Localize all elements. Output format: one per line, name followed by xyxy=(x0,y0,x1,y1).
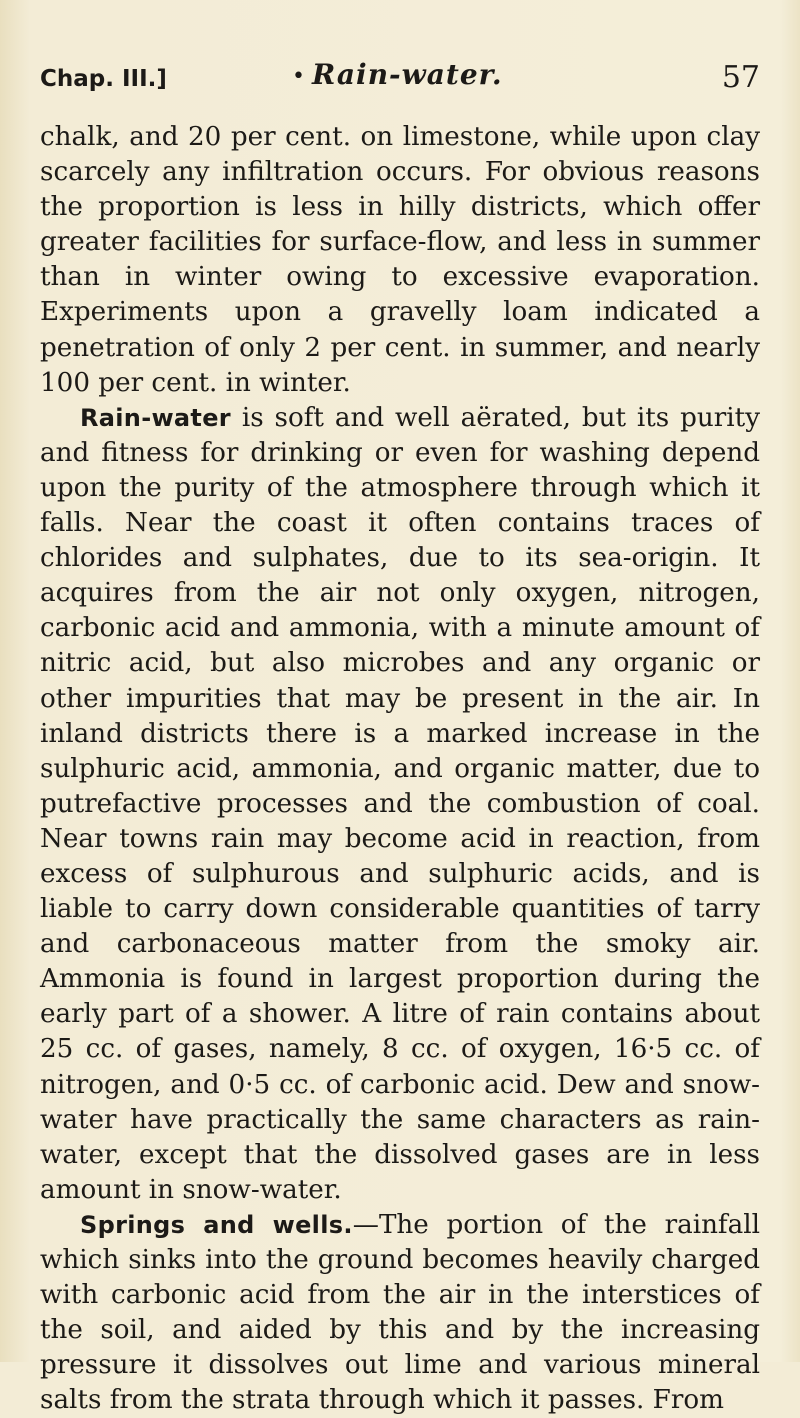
paragraph-continuation xyxy=(40,120,760,401)
paragraph-springs-and-wells xyxy=(40,1208,760,1418)
chapter-label: Chap. III.] xyxy=(40,66,167,92)
paragraph-text: chalk, and 20 per cent. on limestone, while upon clay scarcely any infiltration occurs. For obvious reasons the proportion is less in hilly districts, which offer greater facilities for surface-flow, and less in summer than in winter owing to excessive evaporation. Experiments upon a gravelly loam indicated a penetration of only 2 per cent. in summer, and nearly 100 per cent. in winter. xyxy=(40,122,760,398)
header-bullet: • xyxy=(292,64,305,89)
paragraph-rain-water xyxy=(40,401,760,1208)
running-title: Rain-water. xyxy=(312,58,503,91)
paragraph-text: is soft and well aërated, but its purity and fitness for drinking or even for washing depend upon the purity of the atmosphere through which it falls. Near the coast it often contains traces of chlorides and sulphates, due to its sea-origin. It acquires from the air not only oxygen, nitrogen, carbonic acid and ammonia, with a minute amount of nitric acid, but also microbes and any organic or other impurities that may be present in the air. In inland districts there is a marked increase in the sulphuric acid, ammonia, and organic matter, due to putrefactive processes and the combustion of coal. Near towns rain may become acid in reaction, from excess of sulphurous and sulphuric acids, and is liable to carry down considerable quantities of tarry and carbonaceous matter from the smoky air. Ammonia is found in largest proportion during the early part of a shower. A litre of rain contains about 25 cc. of gases, namely, 8 cc. of oxygen, 16·5 cc. of nitrogen, and 0·5 cc. of carbonic acid. Dew and snow-water have practically the same characters as rain-water, except that the dissolved gases are in less amount in snow-water. xyxy=(40,402,760,1205)
body-text xyxy=(40,120,760,1418)
paragraph-text: —The portion of the rainfall which sinks into the ground becomes heavily charged with carbonic acid from the air in the interstices of the soil, and aided by this and by the increasing pressure it dissolves out lime and various mineral salts from the strata through which it passes. From xyxy=(40,1209,760,1416)
running-head xyxy=(40,58,760,98)
section-heading-springs-and-wells: Springs and wells. xyxy=(80,1210,353,1239)
section-heading-rain-water: Rain-water xyxy=(80,403,231,432)
page-number: 57 xyxy=(721,60,760,95)
